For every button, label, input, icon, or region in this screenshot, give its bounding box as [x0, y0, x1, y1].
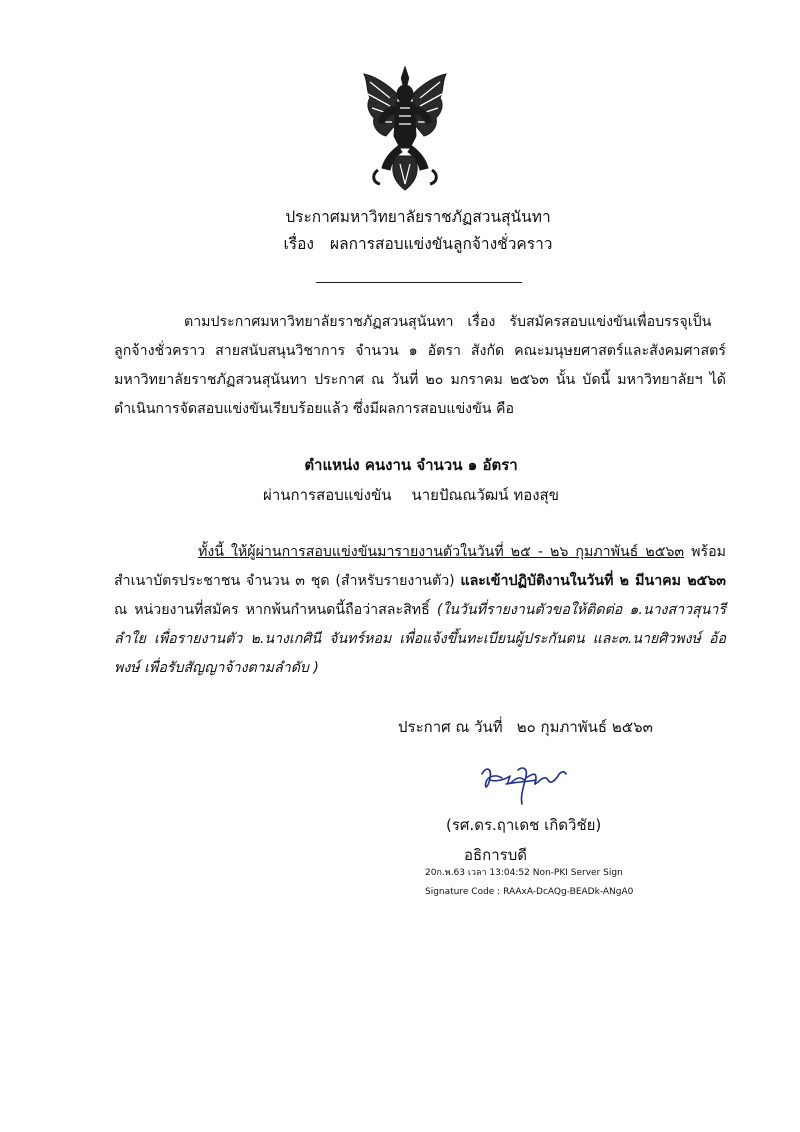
intro-paragraph — [114, 308, 726, 424]
passed-candidate — [0, 484, 800, 506]
announcement-subject — [18, 234, 800, 254]
start-date-text: และเข้าปฏิบัติงานในวันที่ ๒ มีนาคม ๒๕๖๓ — [460, 573, 726, 589]
passed-label: ผ่านการสอบแข่งขัน — [263, 486, 392, 504]
handwritten-signature — [476, 760, 576, 808]
header-divider — [316, 282, 522, 283]
instructions-part2: ณ หน่วยงานที่สมัคร หากพ้นกำหนดนี้ถือว่าสละสิทธิ์ — [114, 602, 437, 618]
announcement-date-value: ๒๐ กุมภาพันธ์ ๒๕๖๓ — [516, 718, 653, 736]
signer-name: (รศ.ดร.ฤาเดช เกิดวิชัย) — [446, 816, 602, 834]
announcement-title: ประกาศมหาวิทยาลัยราชภัฏสวนสุนันทา — [285, 208, 551, 226]
garuda-emblem-icon — [360, 64, 450, 194]
subject-label: เรื่อง — [283, 235, 314, 253]
intro-keyword: เรื่อง — [467, 314, 496, 330]
report-date-text: ทั้งนี้ ให้ผู้ผ่านการสอบแข่งขันมารายงานตัวในวันที่ ๒๕ - ๒๖ กุมภาพันธ์ ๒๕๖๓ — [198, 544, 685, 560]
instructions-part1: พร้อมสำเนาบัตรประชาชน จำนวน ๓ ชุด (สำหรับรายงานตัว) — [114, 544, 727, 589]
signer-title: อธิการบดี — [464, 846, 527, 864]
intro-part1: ตามประกาศมหาวิทยาลัยราชภัฏสวนสุนันทา — [184, 314, 454, 330]
contacts-text: (ในวันที่รายงานตัวขอให้ติดต่อ ๑.นางสาวสุนารี ลำใย เพื่อรายงานตัว ๒.นางเกศินี จันทร์หอม เพื่อแจ้งขึ้นทะเบียนผู้ประกันตน และ๓.นายศิวพงษ์ อ้อพงษ์ เพื่อรับสัญญาจ้างตามลำดับ ) — [114, 602, 726, 676]
instructions-paragraph — [114, 538, 726, 683]
signature-code: Signature Code : RAAxA-DcAQg-BEADk-ANgA0 — [425, 887, 634, 897]
announcement-date — [398, 716, 653, 738]
passed-name: นายปัณณวัฒน์ ทองสุข — [411, 486, 559, 504]
announcement-date-label: ประกาศ ณ วันที่ — [398, 718, 503, 736]
subject-text: ผลการสอบแข่งขันลูกจ้างชั่วคราว — [330, 235, 553, 253]
position-title: ตำแหน่ง คนงาน จำนวน ๑ อัตรา — [304, 456, 518, 474]
sign-timestamp: 20ก.พ.63 เวลา 13:04:52 Non-PKI Server Sign — [425, 868, 623, 878]
intro-part2: รับสมัครสอบแข่งขันเพื่อบรรจุเป็นลูกจ้างชั่วคราว สายสนับสนุนวิชาการ จำนวน ๑ อัตรา สังกัด คณะมนุษยศาสตร์และสังคมศาสตร์ มหาวิทยาลัยราชภัฏสวนสุนันทา ประกาศ ณ วันที่ ๒๐ มกราคม ๒๕๖๓ นั้น บัดนี้ มหาวิทยาลัยฯ ได้ดำเนินการจัดสอบแข่งขันเรียบร้อยแล้ว ซึ่งมีผลการสอบแข่งขัน คือ — [114, 314, 726, 417]
